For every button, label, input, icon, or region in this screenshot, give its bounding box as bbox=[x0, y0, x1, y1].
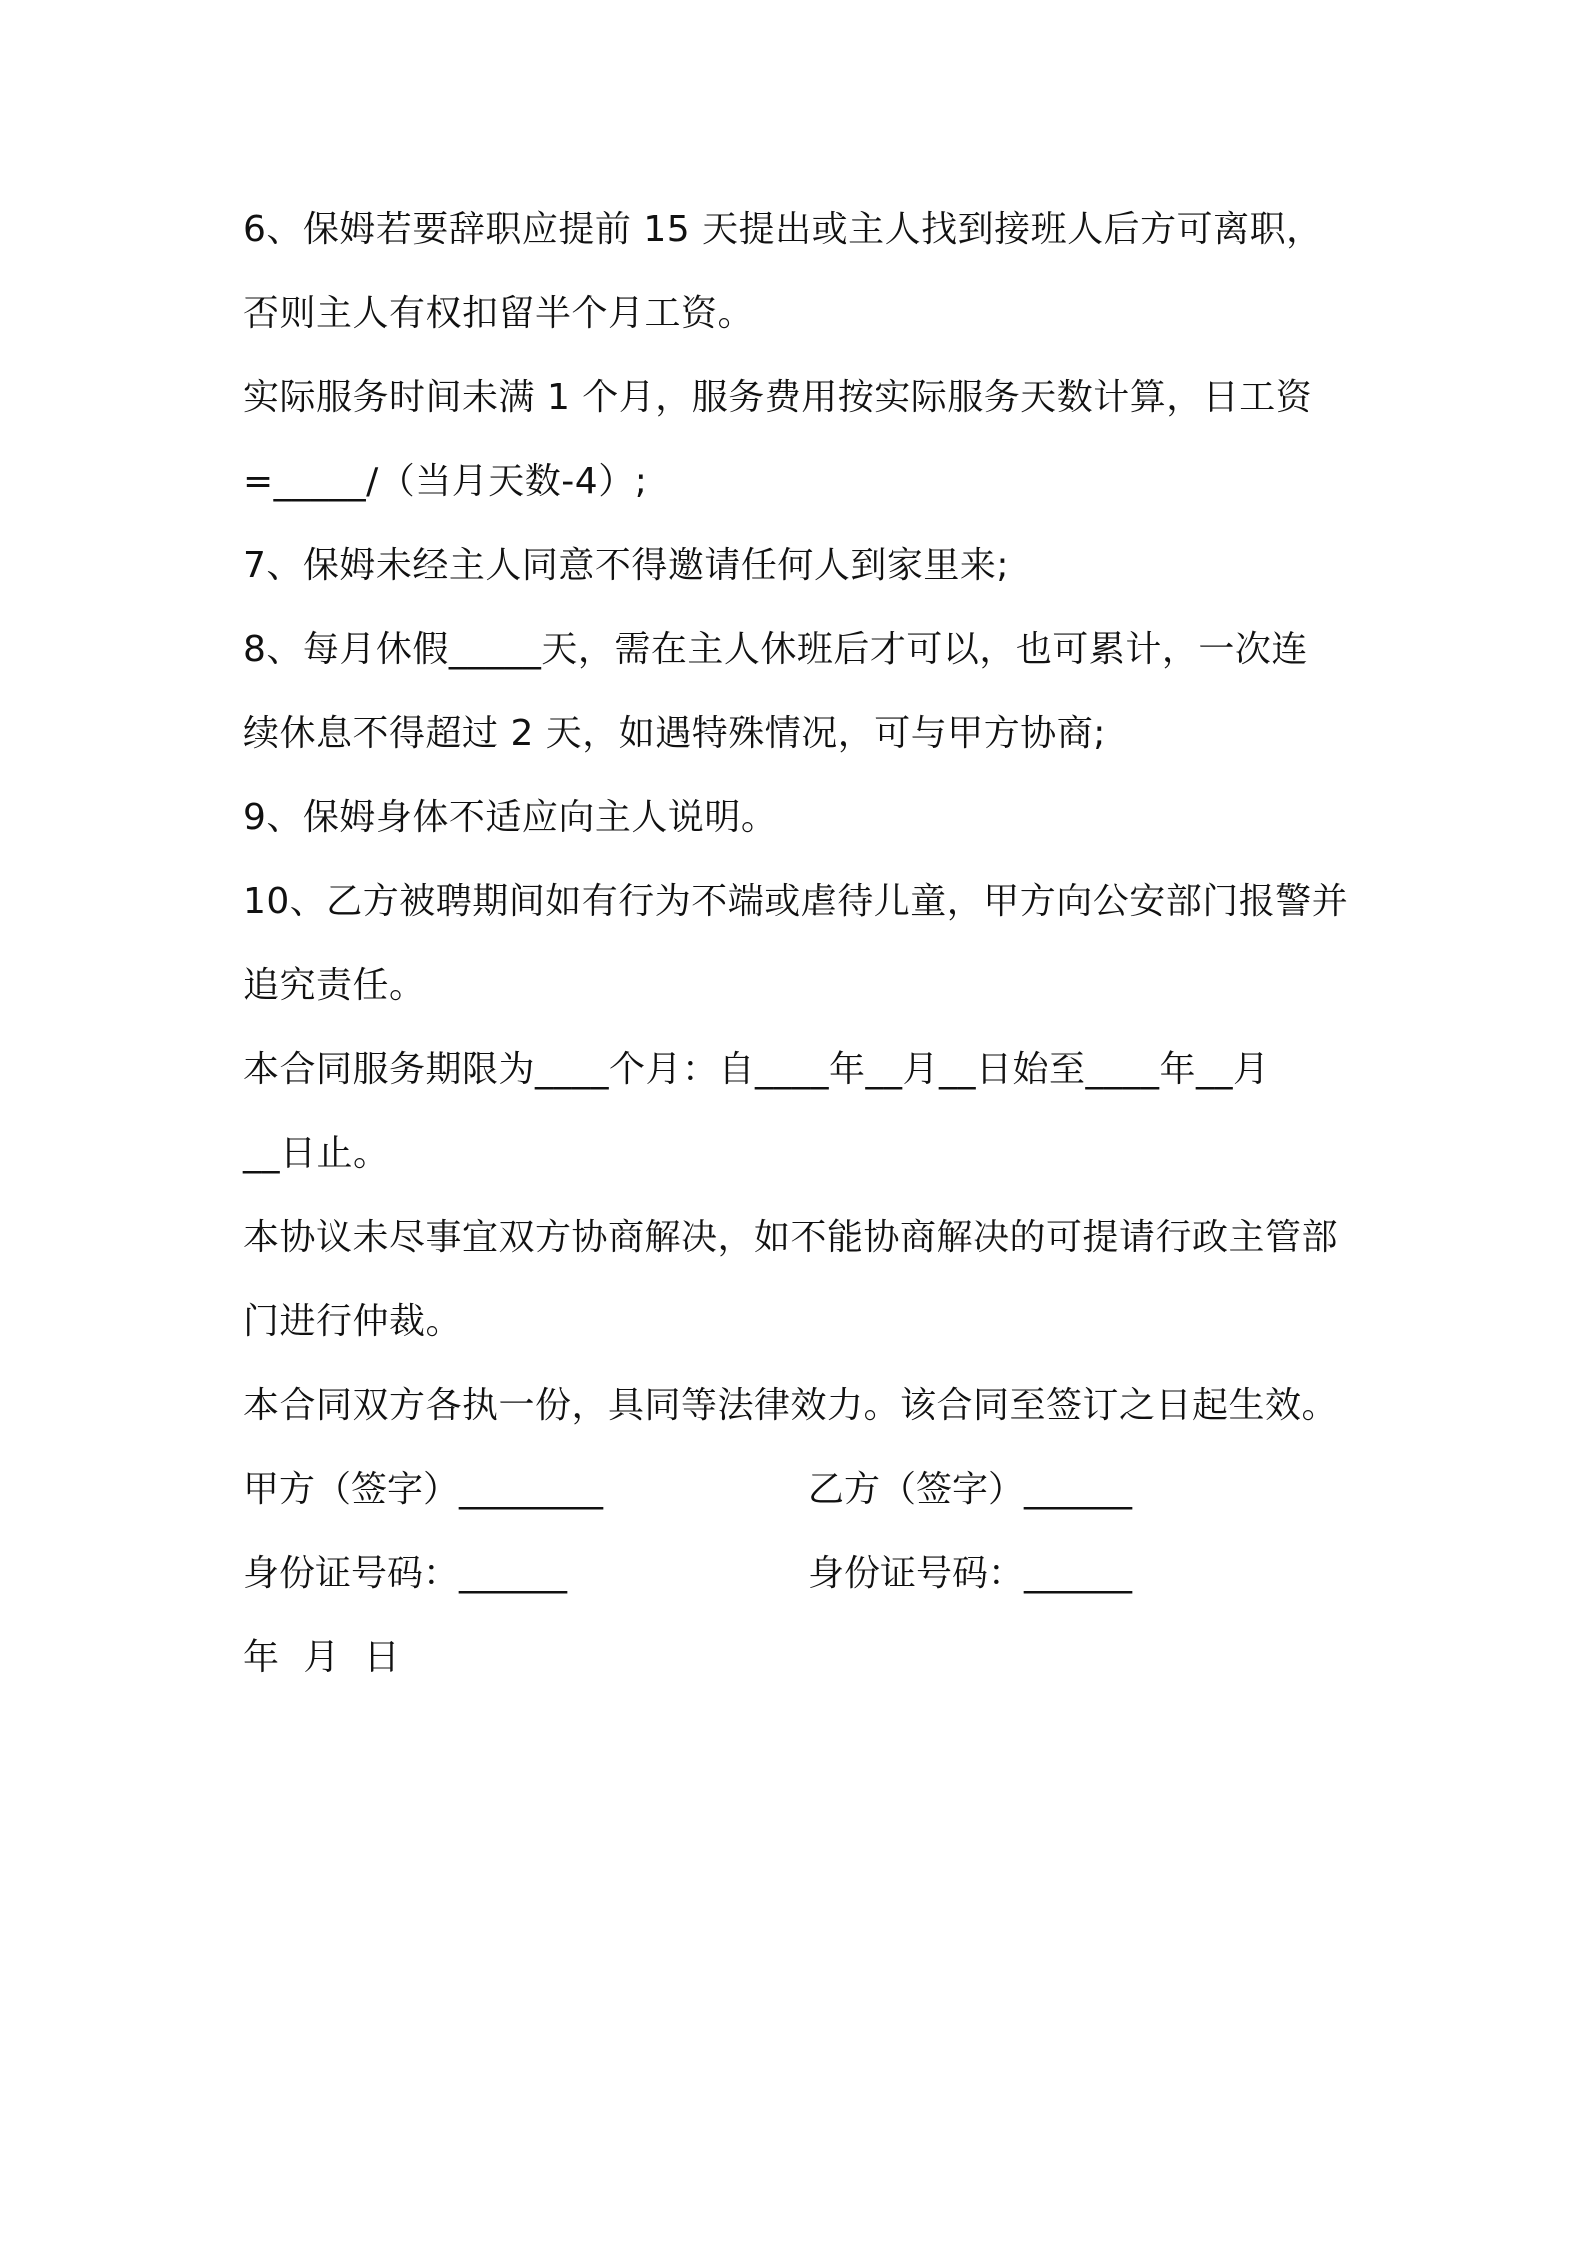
clause-6-line-1: 6、保姆若要辞职应提前 15 天提出或主人找到接班人后方可离职， bbox=[243, 209, 1323, 250]
clause-8-line-2: 续休息不得超过 2 天，如遇特殊情况，可与甲方协商; bbox=[243, 713, 1106, 754]
daily-wage-line-1: 实际服务时间未满 1 个月，服务费用按实际服务天数计算，日工资 bbox=[243, 377, 1313, 418]
clause-7-line: 7、保姆未经主人同意不得邀请任何人到家里来; bbox=[243, 545, 1010, 586]
party-b-id-number: 身份证号码：______ bbox=[808, 1553, 1133, 1594]
signature-row bbox=[243, 1464, 1343, 1516]
id-number-row bbox=[243, 1548, 1343, 1600]
clause-8-line-1: 8、每月休假_____天，需在主人休班后才可以，也可累计，一次连 bbox=[243, 629, 1308, 670]
clause-6-line-2: 否则主人有权扣留半个月工资。 bbox=[243, 293, 755, 334]
party-a-id-number: 身份证号码：______ bbox=[243, 1553, 568, 1594]
party-a-signature: 甲方（签字）________ bbox=[243, 1469, 604, 1510]
clause-10-line-1: 10、乙方被聘期间如有行为不端或虐待儿童，甲方向公安部门报警并 bbox=[243, 881, 1349, 922]
dispute-line-1: 本协议未尽事宜双方协商解决，如不能协商解决的可提请行政主管部 bbox=[243, 1217, 1339, 1258]
date-line: 年 月 日 bbox=[243, 1637, 401, 1678]
clause-10-line-2: 追究责任。 bbox=[243, 965, 426, 1006]
dispute-line-2: 门进行仲裁。 bbox=[243, 1301, 463, 1342]
service-term-line-2: __日止。 bbox=[243, 1133, 390, 1174]
daily-wage-line-2: =_____/（当月天数-4）; bbox=[243, 461, 648, 502]
party-b-signature: 乙方（签字）______ bbox=[808, 1469, 1133, 1510]
service-term-line-1: 本合同服务期限为____个月：自____年__月__日始至____年__月 bbox=[243, 1049, 1270, 1090]
effect-line: 本合同双方各执一份，具同等法律效力。该合同至签订之日起生效。 bbox=[243, 1385, 1339, 1426]
clause-9-line: 9、保姆身体不适应向主人说明。 bbox=[243, 797, 778, 838]
